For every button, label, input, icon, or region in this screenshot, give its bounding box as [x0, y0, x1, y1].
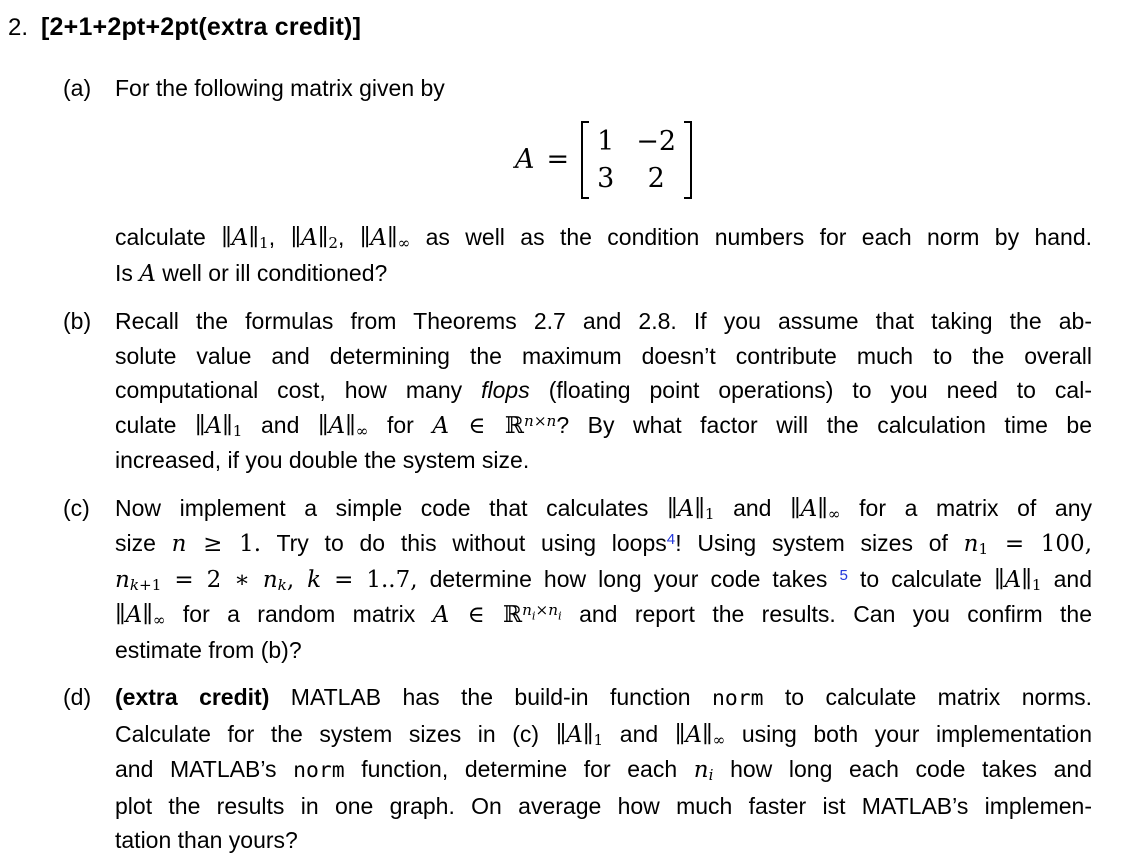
math-symbol: A	[231, 225, 249, 251]
math-symbol: A	[328, 412, 346, 439]
text-run: ∈	[448, 412, 505, 439]
math-symbol: n	[522, 601, 532, 620]
text-run: Try to do this without using loops	[261, 530, 667, 556]
text-line	[115, 789, 1092, 824]
text-run: ∥	[115, 602, 126, 628]
problem-item-d	[8, 680, 1092, 858]
text-run: ∥	[345, 412, 356, 439]
text-run: ,	[337, 224, 360, 250]
text-run: increased, if you double the system size.	[115, 447, 530, 473]
text-line	[115, 491, 1092, 527]
math-symbol: i	[558, 608, 562, 623]
text-run: (extra credit)	[115, 684, 270, 710]
text-run: and	[714, 494, 791, 521]
text-run: ∈	[449, 602, 503, 628]
text-line	[115, 562, 1092, 598]
math-symbol: A	[685, 721, 702, 748]
text-line	[115, 408, 1092, 444]
text-line	[115, 304, 1092, 339]
text-run: ∥	[387, 225, 398, 251]
math-symbol: n	[524, 411, 534, 430]
math-symbol: n	[963, 531, 979, 557]
text-run: ∥	[555, 721, 567, 748]
math-symbol: A	[125, 602, 143, 628]
math-symbol: n	[171, 531, 187, 557]
text-run: Recall the formulas from Theorems 2.7 and 2.8. If you assume that taking the ab-	[115, 308, 1092, 334]
text-run: ∥	[701, 721, 713, 748]
math-symbol: i	[531, 608, 536, 623]
text-line	[115, 680, 1092, 717]
matrix-cell: 2	[647, 163, 665, 194]
text-run: ∥	[582, 721, 594, 748]
matrix-left-bracket	[581, 121, 589, 199]
text-line	[115, 597, 1092, 633]
text-run: ∥	[290, 225, 302, 251]
matrix-equation	[115, 121, 1092, 199]
text-run: ! Using system sizes of	[675, 530, 964, 556]
text-line	[115, 339, 1092, 374]
text-run: MATLAB has the build-in function	[269, 684, 712, 710]
text-line	[115, 823, 1092, 858]
text-run: ∥	[221, 225, 232, 251]
math-symbol: k	[129, 575, 140, 594]
item-label: (d)	[63, 684, 92, 710]
text-run: (floating point operations) to you need to cal-	[529, 377, 1092, 403]
text-run: computational cost, how many	[115, 377, 482, 403]
text-run: how long each code takes and	[713, 756, 1093, 782]
text-run: plot the results in one graph. On average how much faster ist MATLAB’s implemen-	[115, 792, 1092, 819]
text-run: ∥	[790, 495, 801, 522]
text-run: 1	[1031, 575, 1042, 594]
text-run: = 2 ∗	[161, 566, 263, 593]
equation-relation: =	[546, 143, 570, 175]
text-run: ∥	[1021, 566, 1032, 593]
text-run: function, determine for each	[344, 756, 694, 782]
text-line	[115, 256, 1092, 292]
text-run: ×	[535, 601, 549, 620]
text-run: Is	[115, 259, 140, 286]
math-symbol: A	[1004, 566, 1022, 593]
item-body	[115, 71, 1092, 292]
math-symbol: A	[432, 602, 450, 628]
text-run: using both your implementation	[725, 720, 1092, 747]
math-symbol: A	[301, 225, 318, 251]
math-symbol: A	[677, 495, 695, 522]
text-run: ∥	[248, 225, 260, 251]
text-run: to calculate matrix norms.	[763, 684, 1092, 710]
text-run: 1	[593, 730, 604, 749]
text-run: ∥	[994, 566, 1005, 593]
text-run: ∥	[817, 495, 828, 522]
math-symbol: n	[115, 566, 130, 593]
math-symbol: n	[548, 601, 559, 620]
math-symbol: k	[307, 566, 322, 593]
text-run: 2	[328, 234, 338, 253]
text-run: ∥	[359, 225, 371, 251]
text-run: +1	[139, 575, 162, 594]
text-run: culate	[115, 411, 195, 438]
matrix-cell: 1	[597, 126, 615, 157]
text-run: well or ill conditioned?	[155, 259, 388, 286]
text-run: ? By what factor will the calculation time be	[556, 411, 1093, 438]
text-run: ℝ	[504, 412, 525, 439]
equation-lhs: A	[514, 143, 535, 175]
text-run: solute value and determining the maximum doesn’t contribute much to the overall	[115, 342, 1092, 369]
text-run: ∥	[222, 412, 233, 439]
problem-item-b	[8, 304, 1092, 478]
text-line	[115, 373, 1092, 408]
text-run: ,	[286, 566, 308, 593]
math-symbol: k	[277, 575, 287, 594]
footnote-5-link[interactable]: 5	[839, 566, 848, 584]
text-run: ℝ	[502, 602, 523, 628]
text-run: and	[242, 411, 318, 438]
text-run: for a random matrix	[165, 601, 433, 627]
math-symbol: n	[546, 411, 557, 430]
text-run: and	[603, 720, 675, 747]
text-run: ∞	[355, 421, 369, 440]
text-run: 1	[259, 234, 269, 253]
text-line	[115, 443, 1092, 478]
text-run: norm	[293, 758, 345, 783]
math-symbol: A	[566, 721, 583, 748]
text-run: and	[1041, 565, 1092, 592]
matrix-right-bracket	[684, 121, 692, 199]
math-symbol: A	[370, 225, 387, 251]
text-run: 1	[232, 421, 243, 440]
math-symbol: n	[262, 566, 278, 593]
text-run: ×	[533, 411, 547, 430]
text-line	[115, 220, 1092, 256]
math-symbol: i	[708, 766, 714, 785]
item-label: (b)	[63, 308, 92, 334]
text-line	[115, 752, 1092, 789]
text-run: = 1..7,	[321, 566, 418, 593]
text-run: ∞	[397, 234, 411, 253]
text-run: calculate	[115, 224, 222, 250]
text-run: ∥	[317, 225, 329, 251]
text-run: Now implement a simple code that calculates	[115, 494, 667, 521]
text-run: for a matrix of any	[840, 494, 1092, 521]
text-run: = 100,	[988, 531, 1093, 557]
text-line	[115, 633, 1092, 668]
problem-number: 2.	[8, 14, 29, 41]
math-symbol: A	[800, 495, 818, 522]
problem-item-c	[8, 491, 1092, 668]
matrix	[581, 121, 692, 199]
text-run: tation than yours?	[115, 827, 298, 853]
problem-item-a	[8, 71, 1092, 292]
text-run: ∥	[142, 602, 153, 628]
text-run: to calculate	[847, 565, 995, 592]
text-run: ∥	[317, 412, 329, 439]
text-run: ∥	[666, 495, 678, 522]
item-label: (c)	[63, 494, 90, 521]
math-symbol: n	[693, 757, 709, 783]
text-run: flops	[481, 377, 530, 403]
text-run: 1	[704, 504, 715, 523]
text-run: ∞	[152, 611, 166, 630]
math-symbol: A	[205, 412, 223, 439]
text-run: Calculate for the system sizes in (c)	[115, 720, 556, 747]
text-run: as well as the condition numbers for each norm by hand.	[410, 224, 1093, 250]
item-body	[115, 680, 1092, 858]
problem-header	[8, 10, 1092, 46]
text-run: ∞	[712, 730, 726, 749]
item-label: (a)	[63, 74, 92, 101]
matrix-cell: −2	[636, 126, 677, 157]
text-run: size	[115, 530, 172, 556]
math-symbol: A	[432, 412, 449, 439]
text-line	[115, 717, 1092, 753]
text-run: ,	[268, 224, 291, 250]
text-run: 1	[978, 540, 989, 559]
matrix-cells	[589, 121, 684, 199]
text-run: ∥	[694, 495, 705, 522]
problem-items	[8, 71, 1092, 858]
text-run: determine how long your code takes	[417, 565, 840, 592]
text-run: ∞	[827, 504, 841, 523]
text-run: ∥	[674, 721, 686, 748]
text-run: ∥	[194, 412, 206, 439]
text-run: For the following matrix given by	[115, 74, 445, 101]
text-run: and MATLAB’s	[115, 756, 294, 782]
text-run: ≥ 1.	[186, 531, 262, 557]
problem-points-title: [2+1+2pt+2pt(extra credit)]	[41, 13, 362, 41]
math-symbol: A	[139, 260, 156, 287]
text-run: norm	[711, 686, 764, 711]
item-body	[115, 304, 1092, 478]
text-run: and report the results. Can you confirm the	[561, 601, 1092, 627]
footnote-4-link[interactable]: 4	[666, 531, 676, 549]
text-line	[115, 71, 1092, 106]
text-run: for	[368, 411, 433, 438]
item-body	[115, 491, 1092, 668]
matrix-cell: 3	[597, 163, 615, 194]
text-line	[115, 526, 1092, 562]
text-run: estimate from (b)?	[115, 636, 302, 663]
